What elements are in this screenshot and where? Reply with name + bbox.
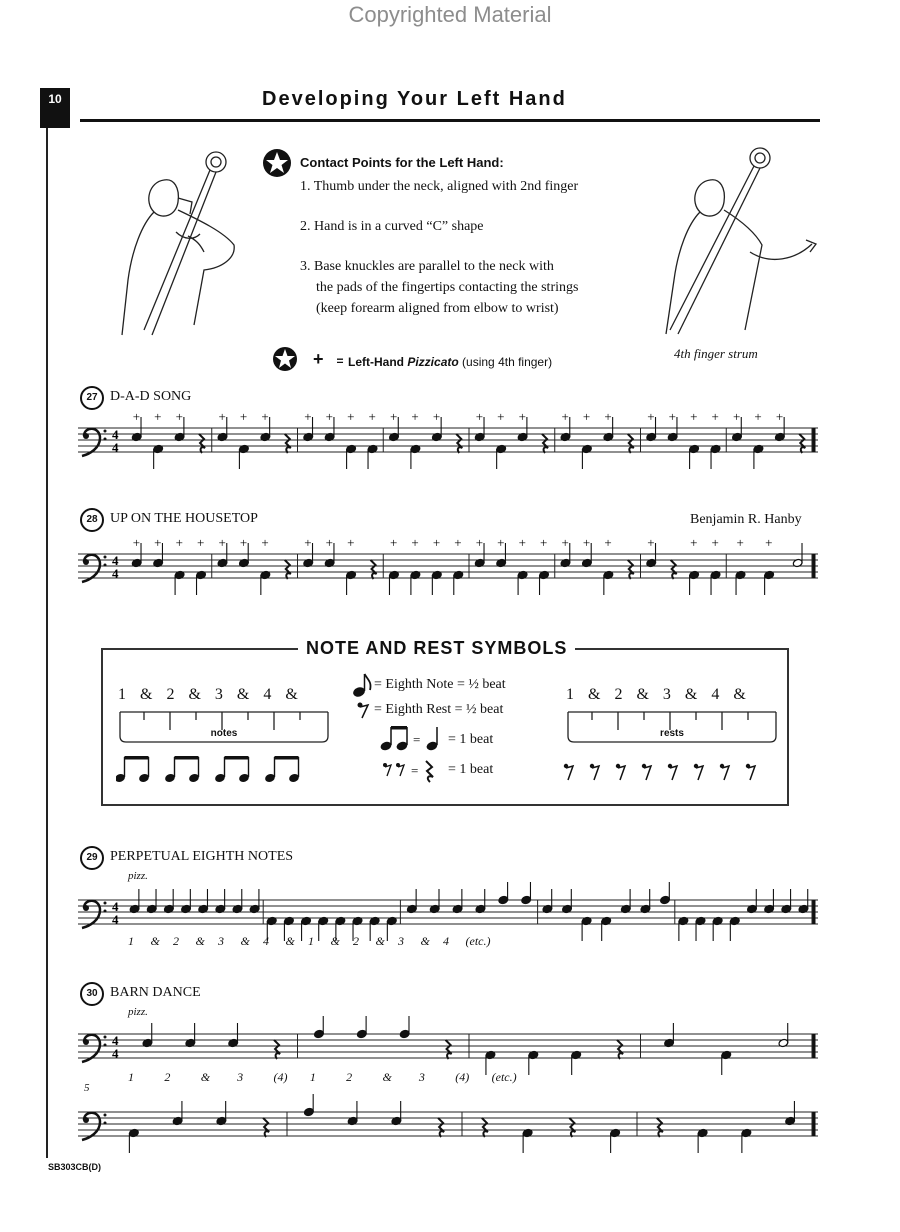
pizz-legend-text: [348, 355, 552, 369]
pizz-legend-symbols: [313, 349, 344, 370]
exercise-27-title: [80, 386, 191, 410]
left-hand-pizz-star-icon: [272, 346, 298, 372]
count-label: 3: [237, 1070, 244, 1084]
bass-clef: [83, 1117, 89, 1123]
svg-text:=: =: [411, 763, 419, 778]
pizz-plus-mark: +: [561, 536, 569, 550]
count-label: &: [285, 934, 295, 948]
bass-clef: [104, 1114, 107, 1117]
two-eighths-definition: = 1 beat: [448, 732, 494, 747]
quarter-rest: [671, 560, 677, 579]
notes-count: 1 & 2 & 3 & 4 &: [118, 686, 298, 703]
pizz-plus-mark: +: [604, 410, 612, 424]
pizz-plus-mark: +: [154, 410, 162, 424]
bass-clef: [104, 902, 107, 905]
exercise-30-title: [80, 982, 201, 1006]
count-label: &: [330, 934, 340, 948]
page-title: Developing Your Left Hand: [262, 88, 567, 110]
copyright-watermark: Copyrighted Material: [348, 2, 552, 27]
count-label: 3: [418, 1070, 425, 1084]
exercise-30-name: BARN DANCE: [110, 985, 201, 1000]
exercise-30-measure-number: 5: [84, 1082, 90, 1094]
count-label: &: [200, 1070, 211, 1084]
time-signature: 4: [112, 553, 119, 568]
pizz-plus-mark: +: [475, 536, 484, 550]
pizz-plus-mark: +: [304, 410, 312, 424]
eighth-note-beam: [275, 756, 299, 760]
count-label: &: [195, 934, 205, 948]
time-signature: 4: [112, 912, 119, 927]
count-label: 4: [443, 934, 449, 948]
two-rests-definition: = 1 beat: [448, 762, 494, 777]
count-label: 1: [128, 934, 134, 948]
pizz-plus-mark: +: [239, 536, 248, 550]
eighth-note-beam: [125, 756, 149, 760]
eighth-rest: [696, 766, 703, 780]
exercise-29-number: 29: [80, 846, 104, 870]
pizz-plus-mark: +: [690, 410, 698, 424]
eighth-rest: [670, 766, 677, 780]
quarter-rest: [446, 1040, 452, 1059]
quarter-rest: [285, 560, 291, 579]
pizz-plus-mark: +: [561, 410, 569, 424]
pizz-plus-mark: +: [432, 536, 441, 550]
quarter-rest: [628, 560, 634, 579]
time-signature: 4: [112, 427, 119, 442]
bass-player-illustration: [104, 140, 244, 340]
eighth-rest: [618, 766, 625, 780]
count-label: 2: [346, 1070, 353, 1084]
exercise-30-counting: [128, 1070, 528, 1088]
count-label: &: [382, 1070, 392, 1084]
pizz-plus-mark: +: [389, 536, 398, 550]
pizz-plus-mark: +: [304, 536, 312, 550]
pizz-plus-mark: +: [765, 536, 773, 550]
pizz-plus-mark: +: [175, 536, 183, 550]
exercise-30-pizz: pizz.: [128, 1006, 148, 1018]
count-label: 3: [398, 934, 404, 948]
contact-points-list: [300, 176, 578, 319]
pizz-plus-mark: +: [175, 410, 183, 424]
pizz-plus-mark: +: [261, 536, 269, 550]
svg-text:=: =: [413, 732, 421, 747]
time-signature: 4: [112, 1033, 119, 1048]
eighth-note-beam: [225, 756, 249, 760]
quarter-rest: [285, 434, 291, 453]
exercise-29-title: [80, 846, 293, 870]
pizz-plus-mark: +: [261, 410, 269, 424]
quarter-rest: [456, 434, 462, 453]
count-label: 2: [173, 934, 179, 948]
count-label: 1: [309, 1070, 316, 1084]
quarter-rest: [657, 1118, 663, 1137]
count-label: 4: [263, 934, 269, 948]
eighth-note-icon: [352, 672, 374, 698]
exercise-27-number: 27: [80, 386, 104, 410]
two-eighths-equals-quarter-icon: [380, 724, 446, 752]
exercise-29-name: PERPETUAL EIGHTH NOTES: [110, 849, 294, 864]
pizz-plus-mark: +: [754, 410, 762, 424]
eighth-note-beam: [175, 756, 199, 760]
bass-clef: [83, 433, 89, 439]
count-label: 3: [218, 934, 224, 948]
title-rule: [80, 119, 820, 122]
pizz-plus-mark: +: [239, 410, 248, 424]
pizz-plus-mark: +: [711, 536, 719, 550]
exercise-28-name: UP ON THE HOUSETOP: [110, 511, 258, 526]
rests-label: rests: [660, 728, 684, 739]
pizz-plus-mark: +: [132, 410, 141, 424]
bass-clef: [83, 905, 89, 911]
beamed-eighth-notes: [116, 752, 316, 786]
pizz-plus-mark: +: [604, 536, 612, 550]
strum-caption: 4th finger strum: [674, 346, 758, 361]
count-label: &: [375, 934, 385, 948]
staff-29: [78, 882, 822, 942]
pizz-plus-mark: +: [497, 536, 505, 550]
quarter-rest: [263, 1118, 269, 1137]
eighth-rest-definition: = Eighth Rest = ½ beat: [374, 702, 504, 717]
eighth-rest-icon: [356, 700, 372, 720]
pizz-plus-mark: +: [647, 536, 655, 550]
pizz-plus-mark: +: [218, 410, 226, 424]
count-label: (4): [273, 1070, 288, 1084]
note-rest-symbols-title: NOTE AND REST SYMBOLS: [298, 638, 575, 659]
quarter-rest: [628, 434, 634, 453]
pizz-plus-mark: +: [711, 410, 719, 424]
bass-clef: [104, 1044, 107, 1047]
time-signature: 4: [112, 1046, 119, 1061]
two-rests-equals-quarter-rest-icon: [380, 758, 446, 784]
quarter-rest: [482, 1118, 488, 1137]
legend-rest: (using 4th finger): [462, 355, 553, 369]
count-label: (4): [455, 1070, 470, 1084]
publisher-code: SB303CB(D): [48, 1162, 102, 1172]
exercise-29-pizz: pizz.: [128, 870, 148, 882]
bass-clef: [104, 438, 107, 441]
staff-28: [78, 536, 822, 596]
pizz-plus-mark: +: [454, 536, 462, 550]
contact-point-3-line-2: the pads of the fingertips contacting the strings: [316, 280, 579, 295]
count-label: 2: [353, 934, 359, 948]
pizz-plus-mark: +: [368, 410, 376, 424]
pizz-plus-mark: +: [132, 536, 141, 550]
bass-clef: [104, 1122, 107, 1125]
contact-point-3-line-3: (keep forearm aligned from elbow to wrist): [316, 301, 559, 316]
pizz-plus-mark: +: [475, 410, 484, 424]
eighth-rest: [722, 766, 729, 780]
count-label: 1: [128, 1070, 134, 1084]
bass-clef: [104, 430, 107, 433]
quarter-rest: [274, 1040, 280, 1059]
count-label: &: [240, 934, 250, 948]
contact-point-1: 1. Thumb under the neck, aligned with 2nd finger: [300, 179, 579, 194]
pizz-plus-mark: +: [197, 536, 205, 550]
pizz-plus-mark: +: [775, 410, 784, 424]
pizz-plus-mark: +: [736, 536, 744, 550]
time-signature: 4: [112, 440, 119, 455]
margin-rule: [46, 128, 48, 1158]
pizz-plus-mark: +: [732, 410, 741, 424]
plus-sign: +: [313, 349, 324, 369]
staff-30-line-1: [78, 1016, 822, 1076]
eighth-rest: [644, 766, 651, 780]
pizz-plus-mark: +: [347, 536, 355, 550]
quarter-rest: [438, 1118, 444, 1137]
bass-clef: [83, 1039, 89, 1045]
eighth-rest: [566, 766, 573, 780]
count-label: 2: [164, 1070, 171, 1084]
eighth-rest: [748, 766, 755, 780]
notes-label: notes: [210, 728, 238, 739]
count-label: &: [150, 934, 160, 948]
quarter-rest: [569, 1118, 575, 1137]
bass-clef: [104, 1036, 107, 1039]
pizz-plus-mark: +: [647, 410, 655, 424]
eighth-rest: [592, 766, 599, 780]
quarter-rest: [799, 434, 805, 453]
exercise-28-composer: Benjamin R. Hanby: [690, 512, 802, 527]
pizz-plus-mark: +: [432, 410, 441, 424]
exercise-30-number: 30: [80, 982, 104, 1006]
exercise-27-name: D-A-D SONG: [110, 389, 192, 404]
equals-sign: =: [336, 354, 344, 368]
contact-point-2: 2. Hand is in a curved “C” shape: [300, 219, 484, 234]
pizz-plus-mark: +: [582, 536, 591, 550]
time-signature: 4: [112, 899, 119, 914]
staff-30-line-2: [78, 1094, 822, 1154]
pizz-plus-mark: +: [540, 536, 548, 550]
quarter-rest: [542, 434, 548, 453]
legend-bold: Left-Hand: [348, 355, 404, 369]
pizz-plus-mark: +: [411, 410, 419, 424]
legend-italic: Pizzicato: [407, 355, 459, 369]
exercise-29-counting: [128, 934, 491, 952]
pizz-plus-mark: +: [325, 410, 333, 424]
quarter-rest: [199, 434, 205, 453]
finger-strum-illustration: [650, 140, 830, 340]
exercise-28-number: 28: [80, 508, 104, 532]
exercise-28-title: [80, 508, 258, 532]
count-label: &: [420, 934, 430, 948]
pizz-plus-mark: +: [325, 536, 333, 550]
pizz-plus-mark: +: [218, 536, 226, 550]
bass-clef: [104, 556, 107, 559]
quarter-rest: [617, 1040, 623, 1059]
bass-clef: [104, 564, 107, 567]
eighth-rests-row: [560, 760, 780, 786]
page-number: 10: [40, 88, 70, 128]
eighth-note-definition: = Eighth Note = ½ beat: [374, 677, 506, 692]
bass-clef: [83, 559, 89, 565]
left-hand-star-icon: [262, 148, 292, 178]
contact-points-heading: Contact Points for the Left Hand:: [300, 155, 504, 170]
contact-point-3: 3. Base knuckles are parallel to the neck with: [300, 259, 554, 274]
count-label: (etc.): [465, 934, 491, 948]
bass-clef: [104, 910, 107, 913]
count-label: (etc.): [491, 1070, 517, 1084]
count-label: 1: [308, 934, 314, 948]
quarter-rest: [371, 560, 377, 579]
pizz-plus-mark: +: [411, 536, 419, 550]
pizz-plus-mark: +: [518, 536, 526, 550]
staff-27: [78, 410, 822, 470]
pizz-plus-mark: +: [497, 410, 505, 424]
pizz-plus-mark: +: [154, 536, 162, 550]
rests-count: 1 & 2 & 3 & 4 &: [566, 686, 746, 703]
pizz-plus-mark: +: [668, 410, 676, 424]
pizz-plus-mark: +: [518, 410, 526, 424]
time-signature: 4: [112, 566, 119, 581]
pizz-plus-mark: +: [582, 410, 591, 424]
pizz-plus-mark: +: [690, 536, 698, 550]
pizz-plus-mark: +: [389, 410, 398, 424]
pizz-plus-mark: +: [347, 410, 355, 424]
